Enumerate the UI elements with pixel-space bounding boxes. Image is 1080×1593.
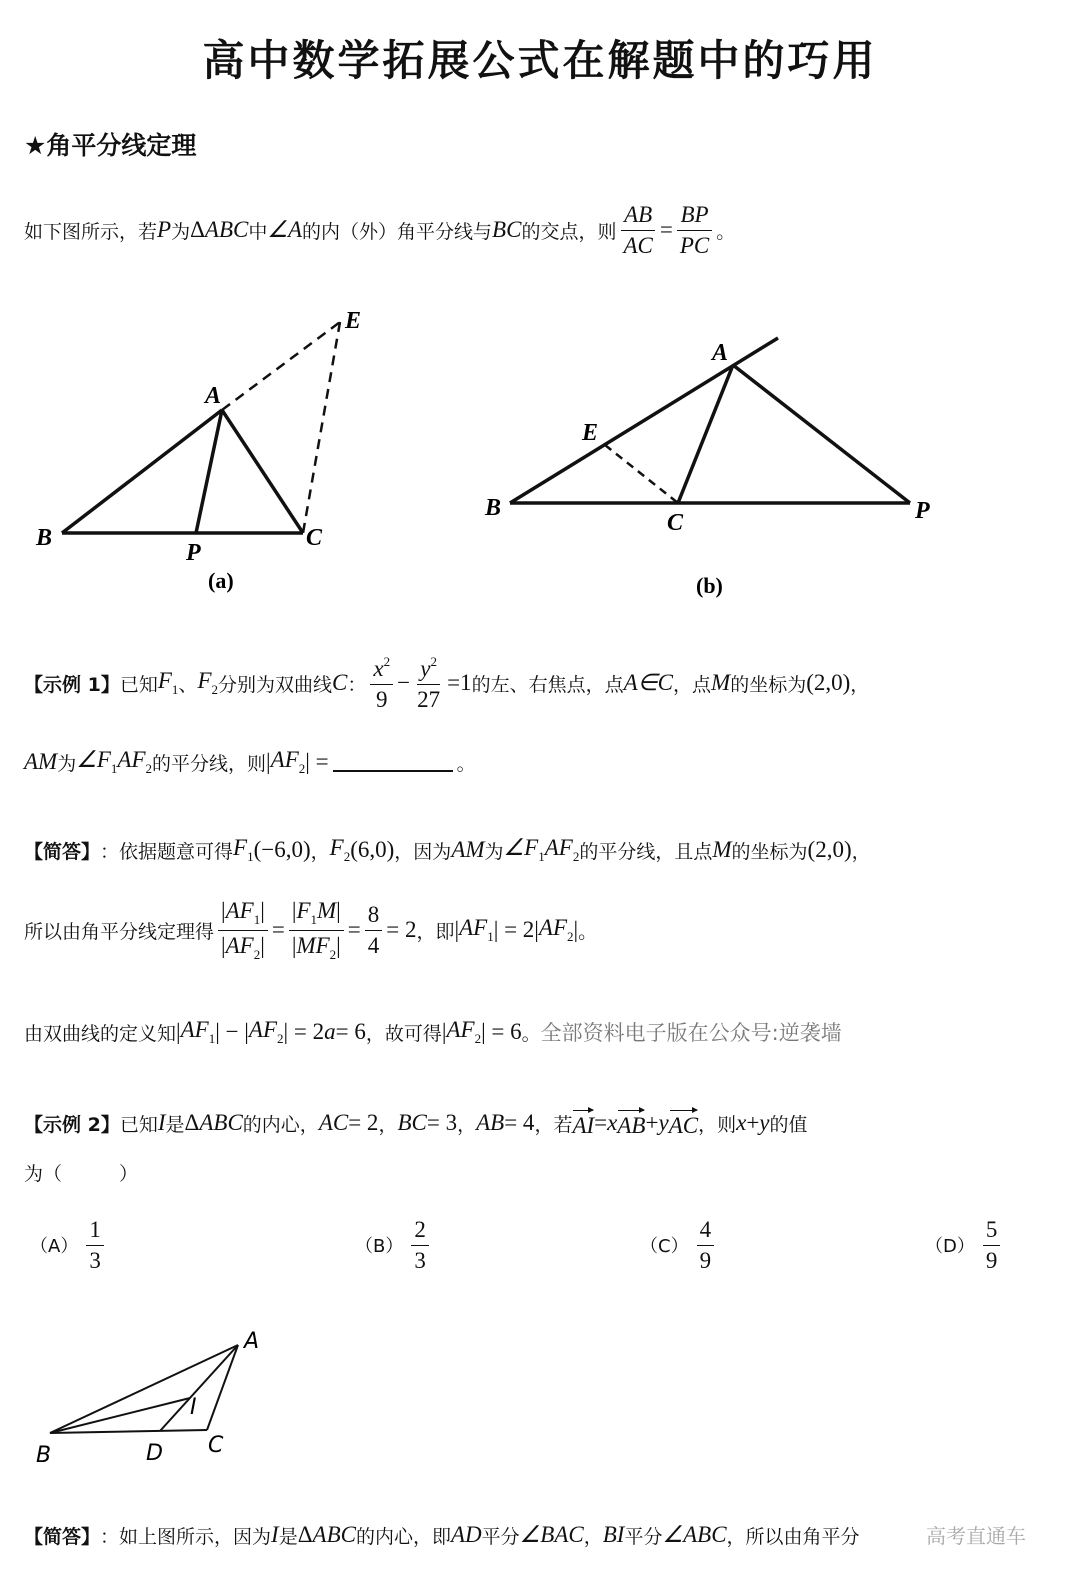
superscript: 2 (383, 653, 391, 669)
math-text: MF (296, 932, 330, 958)
text: ，所以由角平分 (726, 1525, 860, 1548)
subscript: 2 (145, 761, 153, 776)
math-symbol: | = (305, 749, 329, 774)
page-title: 高中数学拓展公式在解题中的巧用 (202, 36, 878, 85)
subscript: 1 (538, 849, 545, 864)
text: 为 (57, 752, 77, 775)
text: 分别为双曲线 (218, 673, 333, 696)
fraction-denominator: 9 (699, 1247, 712, 1273)
text: 由双曲线的定义知 (24, 1022, 177, 1045)
fraction-numerator: 5 (983, 1217, 1001, 1246)
fig-a-label-c: C (306, 525, 323, 551)
fig-c-label-c: C (208, 1433, 224, 1458)
math-text: x (736, 1110, 747, 1135)
fig-c-label-b: B (36, 1443, 52, 1468)
math-symbol: | (291, 932, 297, 958)
subscript: 2 (567, 929, 574, 944)
text: ，若 (534, 1113, 573, 1136)
text: 。 (578, 920, 598, 943)
math-text: ∠BAC (519, 1522, 584, 1547)
math-text: BP (680, 201, 709, 227)
math-text: PC (679, 232, 710, 258)
math-symbol: | (336, 932, 341, 958)
math-text: BC (397, 1110, 427, 1135)
math-text: a (324, 1019, 336, 1044)
vector-ac: AC (669, 1107, 698, 1139)
text: ：如上图所示，因为 (100, 1525, 272, 1548)
fraction-denominator: 3 (414, 1247, 426, 1273)
math-symbol: + (746, 1110, 760, 1135)
fraction-numerator: 1 (86, 1217, 104, 1246)
math-text: ABC (199, 1110, 243, 1135)
math-text: F (157, 668, 172, 693)
figure-b (510, 338, 910, 503)
text: 的坐标为 (730, 673, 807, 696)
text: 的左、右焦点，点 (471, 673, 624, 696)
text: 的内心，即 (355, 1525, 451, 1548)
math-symbol: − (397, 670, 411, 695)
math-text: AF (459, 915, 488, 940)
math-text: M (317, 897, 337, 923)
subscript: 2 (211, 682, 218, 697)
text: 为 (171, 220, 191, 243)
fig-c-label-i: I (190, 1395, 197, 1420)
option-label: （B） (355, 1236, 404, 1257)
text: ，因为 (394, 840, 452, 863)
math-symbol: Δ (184, 1110, 200, 1135)
math-symbol: = 3 (426, 1110, 458, 1135)
math-text: ∠F (503, 835, 539, 860)
watermark: 高考直通车 (926, 1524, 1026, 1548)
subscript: 2 (329, 946, 337, 962)
math-text: y (420, 655, 431, 681)
text: ，则 (698, 1113, 737, 1136)
math-symbol: Δ (190, 217, 205, 242)
math-symbol: | (454, 917, 460, 942)
subscript: 1 (247, 849, 254, 864)
math-text: AB (476, 1110, 505, 1135)
math-symbol: (−6,0) (253, 837, 311, 862)
math-text: ∠A (267, 217, 303, 242)
subscript: 2 (474, 1031, 482, 1046)
text: 是 (278, 1525, 298, 1548)
math-text: ∠F (76, 747, 111, 772)
subscript: 1 (310, 911, 317, 927)
math-symbol: = 2 (348, 1110, 379, 1135)
math-symbol: | (441, 1019, 447, 1044)
option-label: （D） (925, 1236, 975, 1257)
promo-text: 全部资料电子版在公众号:逆袭墙 (540, 1021, 842, 1045)
text: 平分 (481, 1525, 520, 1548)
math-text: F (197, 668, 212, 693)
math-text: ABC (312, 1522, 356, 1547)
math-text: I (271, 1522, 279, 1547)
fig-a-label-b: B (36, 525, 53, 551)
figure-a (62, 322, 340, 533)
text: 平分 (624, 1525, 663, 1548)
option-label: （A） (30, 1236, 79, 1257)
subscript: 2 (298, 761, 306, 776)
fig-b-label-b: B (485, 495, 502, 521)
vector-ab: AB (617, 1107, 645, 1139)
math-text: AC (318, 1110, 349, 1135)
subscript: 2 (343, 849, 351, 864)
text: 所以由角平分线定理得 (24, 920, 215, 943)
math-symbol: | (221, 932, 226, 958)
math-symbol: = (271, 917, 285, 942)
math-text: F (233, 835, 248, 860)
text: 已知 (119, 1113, 158, 1136)
math-text: y (759, 1110, 770, 1135)
math-symbol: | (260, 897, 265, 923)
math-symbol: | (573, 917, 579, 942)
math-symbol: | = 2| (493, 917, 539, 942)
text: ：依据题意可得 (100, 840, 234, 863)
text: 的平分线，且点 (579, 840, 713, 863)
math-text: AD (450, 1522, 482, 1547)
subscript: 1 (171, 682, 179, 697)
fraction-denominator: 3 (89, 1247, 101, 1273)
math-text: A∈C (623, 670, 674, 695)
math-symbol: | (266, 749, 271, 774)
math-text: ABC (204, 217, 249, 242)
fig-b-label-a: A (712, 340, 729, 366)
fig-a-caption: (a) (208, 568, 234, 593)
math-text: AF (538, 915, 568, 940)
math-text: M (711, 670, 731, 695)
fraction-denominator: 9 (985, 1247, 998, 1273)
math-text: AC (623, 232, 653, 258)
subscript: 1 (208, 1031, 216, 1046)
math-symbol: = 4 (504, 1110, 535, 1135)
math-symbol: | = 6 (481, 1019, 522, 1044)
fig-c-label-a: A (244, 1329, 260, 1354)
subscript: 2 (253, 946, 261, 962)
math-text: AF (180, 1017, 209, 1042)
math-symbol: = (594, 1110, 608, 1135)
math-text: y (658, 1110, 669, 1135)
math-text: AF (248, 1017, 278, 1042)
text: ，点 (673, 673, 712, 696)
math-symbol: | = 2 (283, 1019, 325, 1044)
math-symbol: Δ (297, 1522, 313, 1547)
math-symbol: 9 (375, 686, 388, 712)
text: 的内（外）角平分线与 (302, 220, 493, 243)
fig-b-label-p: P (915, 498, 930, 524)
fig-a-label-p: P (186, 540, 201, 566)
text: 的值 (769, 1113, 808, 1136)
subscript: 1 (487, 929, 494, 944)
text: ： (347, 673, 367, 696)
math-symbol: 8 (367, 901, 380, 927)
math-text: BI (602, 1522, 625, 1547)
fraction-numerator: 2 (411, 1217, 429, 1246)
fig-b-label-c: C (667, 510, 684, 536)
math-text: BC (492, 217, 522, 242)
text: ， (378, 1113, 398, 1136)
math-text: C (332, 670, 348, 695)
subscript: 2 (277, 1031, 284, 1046)
fraction-numerator: 4 (697, 1217, 715, 1246)
math-symbol: | (336, 897, 341, 923)
math-text: AF (117, 747, 146, 772)
text: 为 (484, 840, 504, 863)
math-symbol: = (347, 917, 361, 942)
math-symbol: = 6 (335, 1019, 366, 1044)
text: 中 (248, 220, 268, 243)
text: 、 (178, 673, 198, 696)
math-symbol: = 2 (386, 917, 417, 942)
math-symbol: (2,0) (806, 670, 851, 695)
subscript: 1 (110, 761, 118, 776)
text: 。 (521, 1022, 541, 1045)
fig-a-label-a: A (205, 383, 222, 409)
section-heading: ★角平分线定理 (24, 131, 197, 160)
math-text: AF (544, 835, 573, 860)
math-symbol: =1 (447, 670, 472, 695)
math-symbol: 4 (367, 932, 380, 958)
math-symbol: | (260, 932, 265, 958)
math-symbol: | (176, 1019, 181, 1044)
math-text: AF (225, 932, 254, 958)
text: ， (457, 1113, 477, 1136)
fig-b-label-e: E (582, 420, 599, 446)
label-bold: 【简答】 (24, 840, 101, 863)
text: ， (310, 840, 330, 863)
math-text: x (607, 1110, 618, 1135)
math-symbol: | − | (215, 1019, 249, 1044)
math-text: AF (270, 747, 299, 772)
text: ， (850, 673, 870, 696)
math-symbol: (2,0) (807, 837, 852, 862)
math-symbol: = (659, 217, 673, 242)
text: 是 (165, 1113, 185, 1136)
math-symbol: | (291, 897, 297, 923)
math-text: AF (446, 1017, 475, 1042)
math-symbol: + (645, 1110, 659, 1135)
math-text: M (712, 837, 732, 862)
text: 的内心， (242, 1113, 319, 1136)
math-symbol: 27 (417, 686, 441, 712)
subscript: 2 (572, 849, 580, 864)
text: 。 (716, 220, 736, 243)
option-label: （C） (640, 1236, 689, 1257)
math-text: ∠ABC (662, 1522, 727, 1547)
math-symbol: | (221, 897, 226, 923)
math-text: F (329, 835, 344, 860)
text: ，即 (416, 920, 455, 943)
fig-a-label-e: E (345, 308, 362, 334)
text: 的平分线，则 (152, 752, 267, 775)
math-text: F (296, 897, 311, 923)
text: 如下图所示，若 (24, 220, 158, 243)
text: ，故可得 (365, 1022, 442, 1045)
math-text: P (157, 217, 172, 242)
text: 。 (456, 752, 476, 775)
text: 的交点，则 (521, 220, 617, 243)
text: 为（ ） (24, 1162, 139, 1185)
label-bold: 【简答】 (24, 1525, 101, 1548)
math-text: AB (624, 201, 653, 227)
fig-b-caption: (b) (696, 573, 723, 598)
text: ， (851, 840, 871, 863)
text: ， (583, 1525, 603, 1548)
math-text: AM (24, 749, 58, 774)
math-text: AM (451, 837, 485, 862)
vector-ai: AI (572, 1107, 594, 1139)
fig-c-label-d: D (146, 1441, 163, 1466)
superscript: 2 (430, 653, 437, 669)
math-text: x (373, 655, 384, 681)
label-bold: 【示例 2】 (24, 1113, 120, 1136)
subscript: 1 (253, 911, 261, 927)
math-symbol: (6,0) (350, 837, 395, 862)
text: 的坐标为 (731, 840, 808, 863)
text: 已知 (119, 673, 158, 696)
math-text: I (157, 1110, 166, 1135)
figure-incenter (50, 1345, 238, 1433)
label-bold: 【示例 1】 (24, 673, 120, 696)
math-text: AF (225, 897, 254, 923)
